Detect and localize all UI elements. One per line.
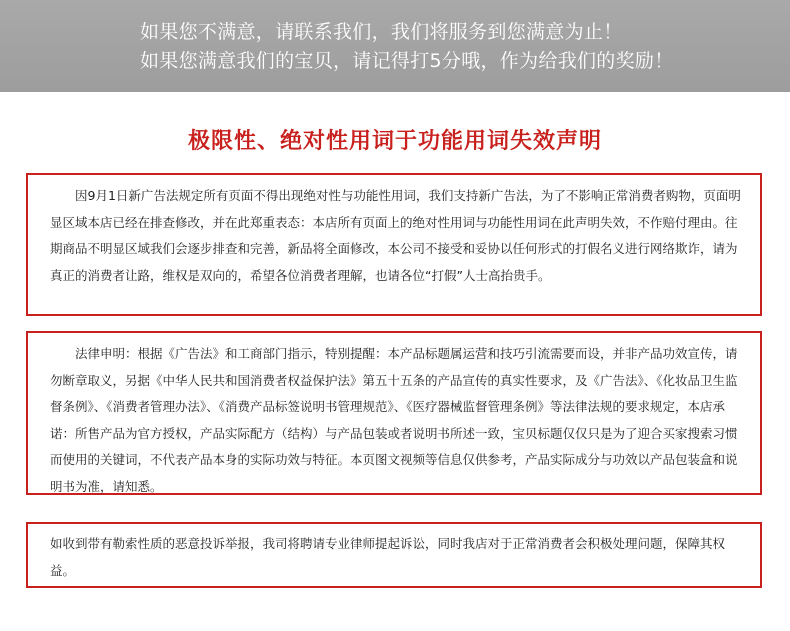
banner-line-1: 如果您不满意，请联系我们，我们将服务到您满意为止！ (140, 21, 623, 43)
banner-line-2: 如果您满意我们的宝贝，请记得打5分哦，作为给我们的奖励！ (140, 50, 674, 72)
notice-paragraph-ad-law: 因9月1日新广告法规定所有页面不得出现绝对性与功能性用词，我们支持新广告法，为了不影响正常消费者购物，页面明显区域本店已经在排查修改，并在此郑重表态：本店所有页面上的绝对性用词与功能性用词在此声明失效，不作赔付理由。往期商品不明显区域我们会逐步排查和完善，新品将全面修改，本公司不接受和妥协以任何形式的打假名义进行网络欺诈，请为真正的消费者让路，维权是双向的，希望各位消费者理解，也请各位“打假”人士高抬贵手。 (50, 188, 741, 283)
notice-paragraph-legal-statement: 法律申明：根据《广告法》和工商部门指示，特别提醒：本产品标题属运营和技巧引流需要而设，并非产品功效宣传，请勿断章取义，另据《中华人民共和国消费者权益保护法》第五十五条的产品宣传的真实性要求，及《广告法》、《化妆品卫生监督条例》、《消费者管理办法》、《消费产品标签说明书管理规范》、《医疗器械监督管理条例》等法律法规的要求规定，本店承诺：所售产品为官方授权，产品实际配方（结构）与产品包装或者说明书所述一致，宝贝标题仅仅只是为了迎合买家搜索习惯而使用的关键词，不代表产品本身的实际功效与特征。本页图文视频等信息仅供参考，产品实际成分与功效以产品包装盒和说明书为准，请知悉。 (50, 346, 738, 494)
page-title: 极限性、绝对性用词于功能用词失效声明 (187, 129, 602, 154)
notice-box-legal-statement (26, 331, 762, 495)
notice-box-ad-law (26, 173, 762, 316)
notice-paragraph-complaint: 如收到带有勒索性质的恶意投诉举报，我司将聘请专业律师提起诉讼，同时我店对于正常消费者会积极处理问题，保障其权益。 (50, 536, 726, 578)
notice-box-complaint (26, 522, 762, 588)
top-banner (0, 0, 790, 92)
